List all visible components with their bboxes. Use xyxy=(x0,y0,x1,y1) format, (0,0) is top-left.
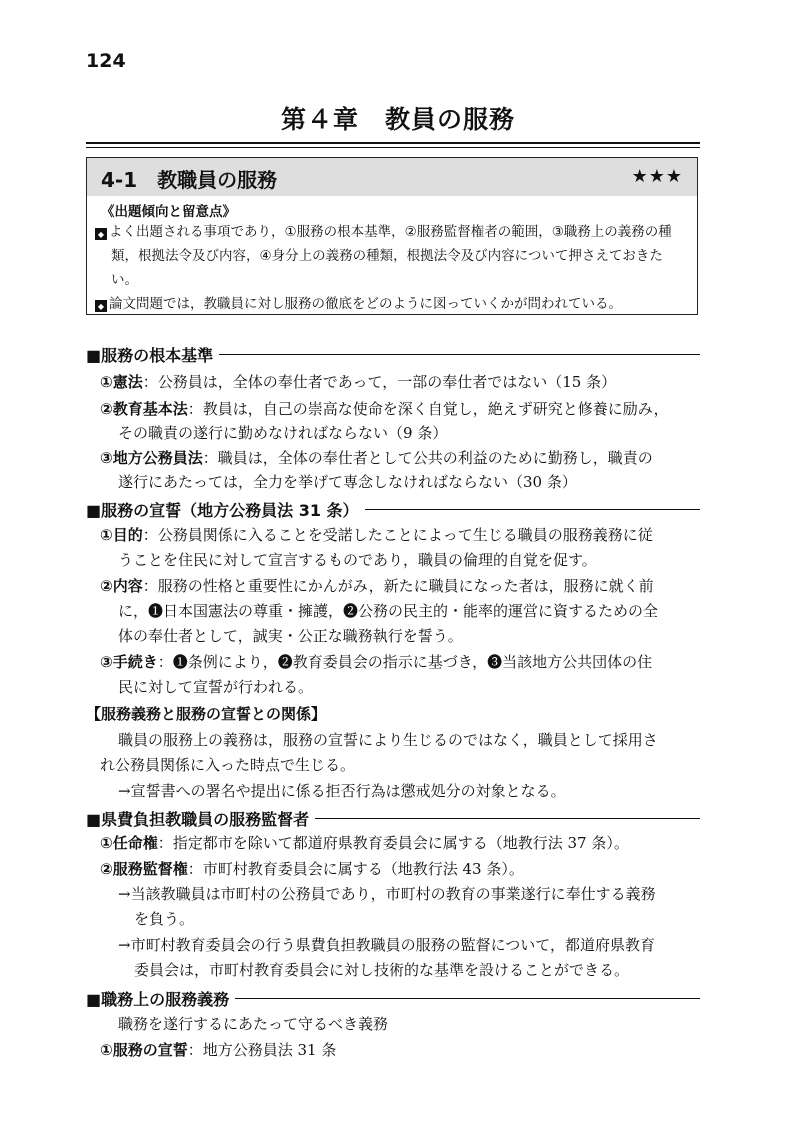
item-text: ：地方公務員法 31 条 xyxy=(187,1041,337,1059)
list-item xyxy=(100,833,629,853)
item-continuation: 体の奉仕者として，誠実・公正な職務執行を誓う。 xyxy=(118,627,463,645)
list-item xyxy=(100,1040,336,1060)
item-continuation: その職責の遂行に勤めなければならない（9 条） xyxy=(118,424,448,442)
list-item xyxy=(100,525,653,545)
item-text: ：公務員関係に入ることを受諾したことによって生じる職員の服務義務に従 xyxy=(142,526,653,544)
item-label: ①憲法 xyxy=(100,373,143,391)
arrow-note-continuation: を負う。 xyxy=(134,910,195,928)
section-summary-box xyxy=(86,157,698,315)
list-item xyxy=(100,652,652,672)
list-item xyxy=(100,576,654,596)
section-heading-duty-obligations xyxy=(86,985,700,1011)
heading-rule xyxy=(219,354,700,355)
arrow-note-continuation: 委員会は，市町村教育委員会に対し技術的な基準を設けることができる。 xyxy=(134,961,630,979)
item-text: ：服務の性格と重要性にかんがみ，新たに職員になった者は，服務に就く前 xyxy=(142,577,654,595)
chapter-title-rule xyxy=(86,142,700,148)
relation-text: 職員の服務上の義務は，服務の宣誓により生じるのではなく，職員として採用さ xyxy=(118,731,658,749)
box-note-2-text: 論文問題では，教職員に対し服務の徹底をどのように図っていくかが問われている。 xyxy=(109,296,622,312)
heading-rule xyxy=(235,998,700,999)
item-text: ：職員は，全体の奉仕者として公共の利益のために勤務し，職責の xyxy=(202,449,653,467)
arrow-note: →当該教職員は市町村の公務員であり，市町村の教育の事業遂行に奉仕する義務 xyxy=(118,885,656,903)
arrow-note: →市町村教育委員会の行う県費負担教職員の服務の監督について，都道府県教育 xyxy=(118,936,655,954)
item-continuation: に，❶日本国憲法の尊重・擁護，❷公務の民主的・能率的運営に資するための全 xyxy=(118,602,659,620)
heading-rule xyxy=(315,818,700,819)
section-heading-text: ■服務の宣誓（地方公務員法 31 条） xyxy=(86,500,359,520)
section-heading-supervisor xyxy=(86,805,700,831)
item-text: ：❶条例により，❷教育委員会の指示に基づき，❸当該地方公共団体の住 xyxy=(157,653,653,671)
list-item xyxy=(100,399,669,419)
section-heading-text: ■県費負担教職員の服務監督者 xyxy=(86,809,310,829)
chapter-title: 第４章 教員の服務 xyxy=(280,105,515,134)
item-continuation: 民に対して宣誓が行われる。 xyxy=(118,678,314,696)
list-item xyxy=(100,372,616,392)
section-heading-text: ■服務の根本基準 xyxy=(86,345,214,365)
item-text: ：市町村教育委員会に属する（地教行法 43 条）。 xyxy=(187,860,524,878)
item-text: ：教員は，自己の崇高な使命を深く自覚し，絶えず研究と修養に励み， xyxy=(187,400,669,418)
item-label: ①任命権 xyxy=(100,834,158,852)
item-continuation: うことを住民に対して宣言するものであり，職員の倫理的自覚を促す。 xyxy=(118,551,597,569)
box-note-1 xyxy=(95,220,685,292)
page-number: 124 xyxy=(86,50,126,72)
box-note-2 xyxy=(95,292,685,316)
item-label: ②内容 xyxy=(100,577,143,595)
diamond-square-icon: ◆ xyxy=(95,300,107,312)
diamond-square-icon: ◆ xyxy=(95,228,107,240)
heading-rule xyxy=(365,509,700,510)
item-label: ①服務の宣誓 xyxy=(100,1041,188,1059)
list-item xyxy=(100,448,653,468)
relation-text: れ公務員関係に入った時点で生じる。 xyxy=(100,756,356,774)
item-text: ：指定都市を除いて都道府県教育委員会に属する（地教行法 37 条）。 xyxy=(157,834,629,852)
relation-subheading: 【服務義務と服務の宣誓との関係】 xyxy=(86,705,327,723)
list-item xyxy=(100,859,524,879)
item-label: ③手続き xyxy=(100,653,158,671)
box-note-1-text: よく出題される事項であり，①服務の根本基準，②服務監督権者の範囲，③職務上の義務の種類，根拠法令及び内容，④身分上の義務の種類，根拠法令及び内容について押さえておきたい。 xyxy=(109,224,672,288)
item-label: ③地方公務員法 xyxy=(100,449,203,467)
section-intro: 職務を遂行するにあたって守るべき義務 xyxy=(118,1015,389,1033)
box-subtitle: 《出題傾向と留意点》 xyxy=(101,204,236,220)
box-header xyxy=(87,158,697,196)
item-label: ②服務監督権 xyxy=(100,860,188,878)
section-heading-basic-standard xyxy=(86,341,700,367)
item-continuation: 遂行にあたっては，全力を挙げて専念しなければならない（30 条） xyxy=(118,473,577,491)
item-label: ①目的 xyxy=(100,526,143,544)
section-heading-text: ■職務上の服務義務 xyxy=(86,989,230,1009)
item-label: ②教育基本法 xyxy=(100,400,188,418)
importance-stars: ★★★ xyxy=(631,166,683,187)
arrow-note: →宣誓書への署名や提出に係る拒否行為は懲戒処分の対象となる。 xyxy=(118,782,566,800)
item-text: ：公務員は，全体の奉仕者であって，一部の奉仕者ではない（15 条） xyxy=(142,373,617,391)
section-title: 4-1 教職員の服務 xyxy=(101,168,278,192)
section-heading-oath xyxy=(86,496,700,522)
